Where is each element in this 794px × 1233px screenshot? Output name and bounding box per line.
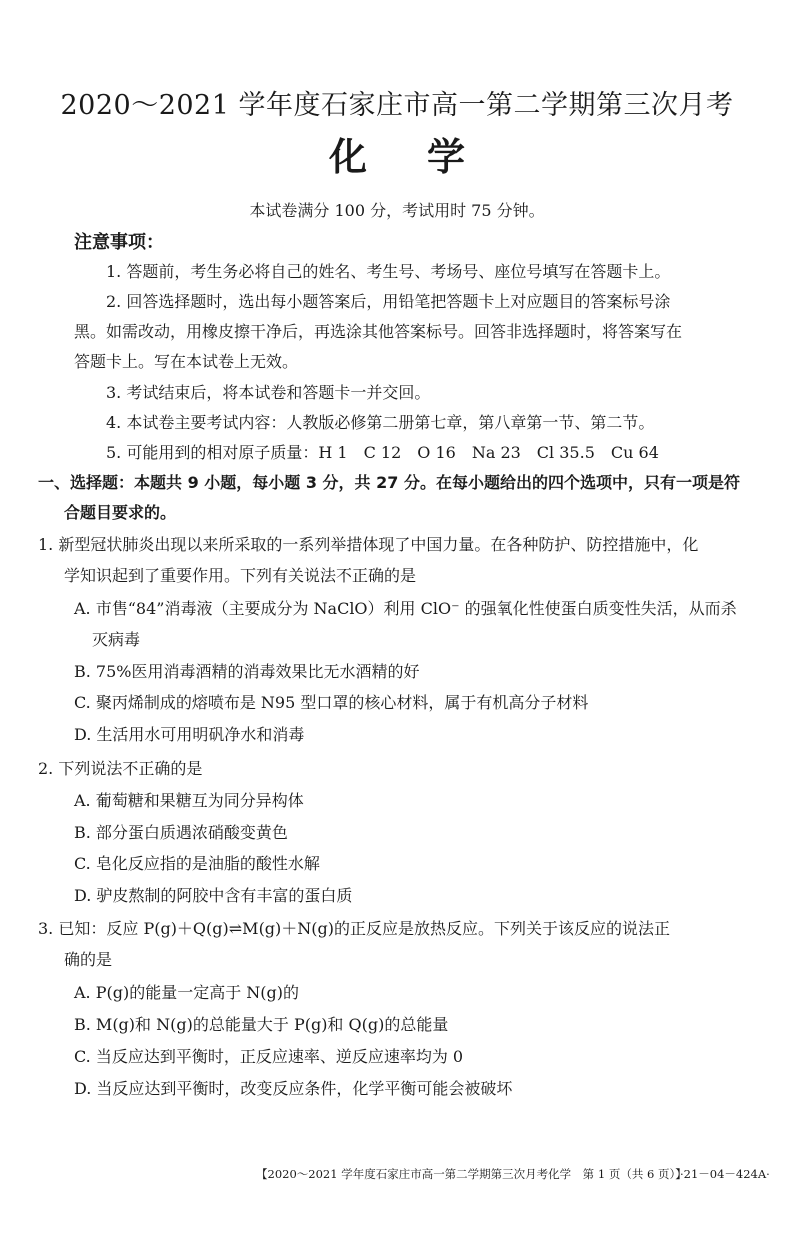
option-b: B. 部分蛋白质遇浓硝酸变黄色 — [74, 823, 288, 842]
option-b: B. 75%医用消毒酒精的消毒效果比无水酒精的好 — [74, 662, 420, 681]
option-b: B. M(g)和 N(g)的总能量大于 P(g)和 Q(g)的总能量 — [74, 1015, 449, 1034]
exam-code: ·21－04－424A· — [680, 1167, 770, 1181]
option-d: D. 生活用水可用明矾净水和消毒 — [74, 725, 305, 744]
notice-line: 黑。如需改动，用橡皮擦干净后，再选涂其他答案标号。回答非选择题时，将答案写在 — [74, 322, 683, 341]
notice-line: 2. 回答选择题时，选出每小题答案后，用铅笔把答题卡上对应题目的答案标号涂 — [106, 292, 671, 311]
question-stem-cont: 确的是 — [64, 950, 113, 969]
option-d: D. 当反应达到平衡时，改变反应条件，化学平衡可能会被破坏 — [74, 1079, 513, 1098]
full-marks-line: 本试卷满分 100 分，考试用时 75 分钟。 — [249, 201, 545, 220]
option-a: A. P(g)的能量一定高于 N(g)的 — [74, 983, 300, 1002]
question-stem: 3. 已知：反应 P(g)＋Q(g)⇌M(g)＋N(g)的正反应是放热反应。下列关于该反应的说法正 — [38, 919, 671, 938]
option-a: A. 市售“84”消毒液（主要成分为 NaClO）利用 ClO⁻ 的强氧化性使蛋白质变性失活，从而杀 — [74, 599, 737, 618]
notice-line: 3. 考试结束后，将本试卷和答题卡一并交回。 — [106, 383, 431, 402]
option-c: C. 皂化反应指的是油脂的酸性水解 — [74, 854, 320, 873]
section-heading: 一、选择题：本题共 9 小题，每小题 3 分，共 27 分。在每小题给出的四个选项中，只有一项是符 — [38, 473, 740, 492]
exam-title: 2020～2021 学年度石家庄市高一第二学期第三次月考 — [60, 90, 734, 121]
subject-title: 化学 — [328, 135, 525, 179]
page-footer: 【2020～2021 学年度石家庄市高一第二学期第三次月考化学 第 1 页（共 6 页）】 — [256, 1167, 687, 1181]
section-heading-cont: 合题目要求的。 — [64, 503, 177, 522]
option-c: C. 聚丙烯制成的熔喷布是 N95 型口罩的核心材料，属于有机高分子材料 — [74, 693, 589, 712]
question-stem: 2. 下列说法不正确的是 — [38, 759, 203, 778]
notice-line: 5. 可能用到的相对原子质量：H 1 C 12 O 16 Na 23 Cl 35.5 Cu 64 — [106, 443, 659, 462]
option-d: D. 驴皮熬制的阿胶中含有丰富的蛋白质 — [74, 886, 353, 905]
notice-line: 答题卡上。写在本试卷上无效。 — [74, 352, 299, 371]
notice-heading: 注意事项： — [74, 232, 164, 253]
option-a-cont: 灭病毒 — [92, 630, 141, 649]
notice-line: 1. 答题前，考生务必将自己的姓名、考生号、考场号、座位号填写在答题卡上。 — [106, 262, 671, 281]
option-a: A. 葡萄糖和果糖互为同分异构体 — [74, 791, 304, 810]
question-stem: 1. 新型冠状肺炎出现以来所采取的一系列举措体现了中国力量。在各种防护、防控措施中，化 — [38, 535, 699, 554]
notice-line: 4. 本试卷主要考试内容：人教版必修第二册第七章，第八章第一节、第二节。 — [106, 413, 655, 432]
question-stem-cont: 学知识起到了重要作用。下列有关说法不正确的是 — [64, 566, 417, 585]
option-c: C. 当反应达到平衡时，正反应速率、逆反应速率均为 0 — [74, 1047, 464, 1066]
